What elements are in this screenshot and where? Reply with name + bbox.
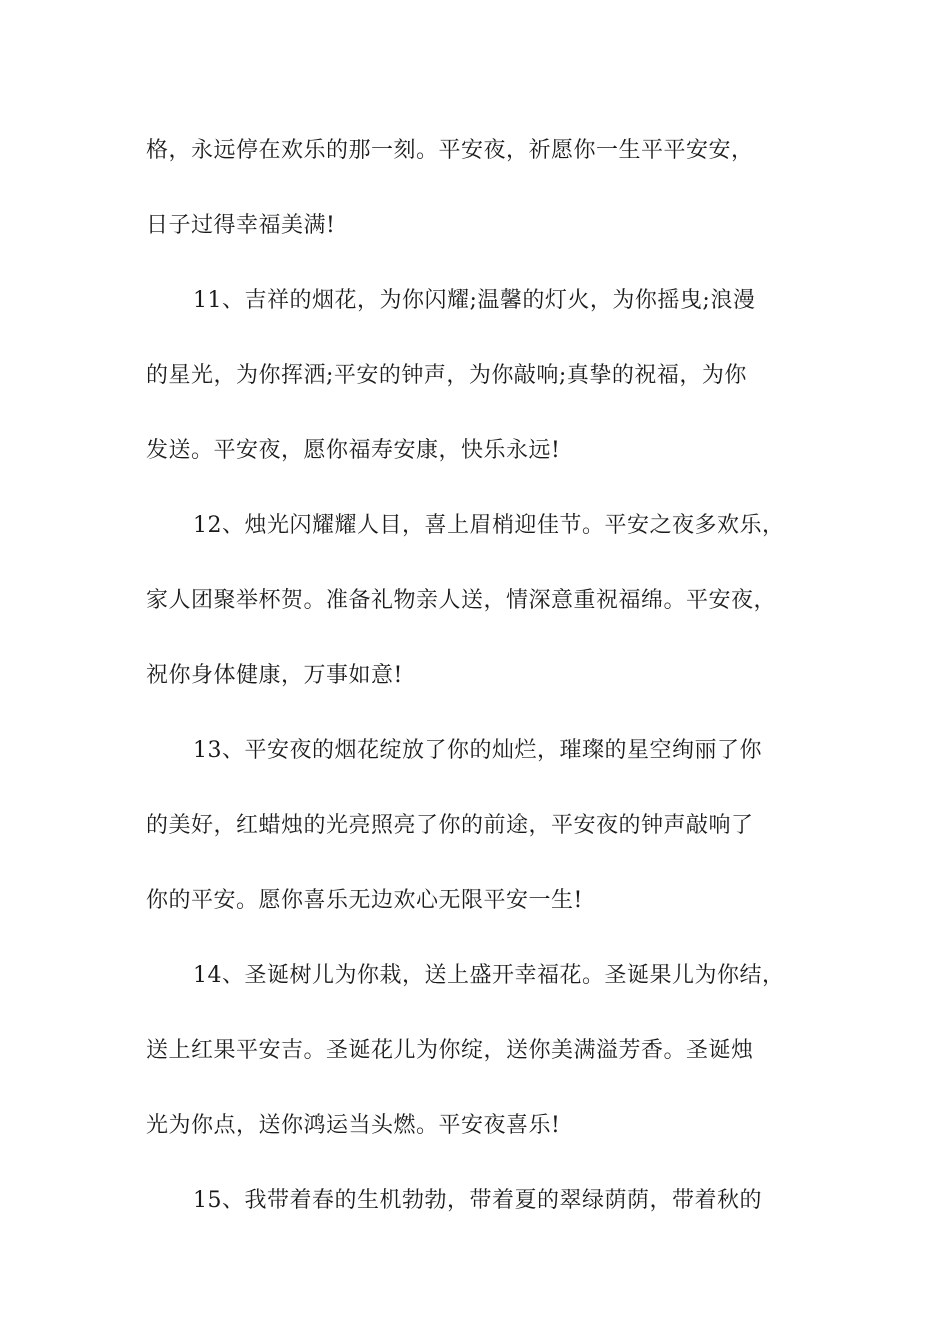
paragraph-14-line-1: 14、圣诞树儿为你栽，送上盛开幸福花。圣诞果儿为你结，	[193, 963, 785, 988]
paragraph-12-line-3: 祝你身体健康，万事如意!	[146, 663, 403, 688]
paragraph-11-line-2: 的星光，为你挥洒;平安的钟声，为你敲响;真挚的祝福，为你	[146, 363, 747, 388]
paragraph-11-line-1: 11、吉祥的烟花，为你闪耀;温馨的灯火，为你摇曳;浪漫	[193, 288, 756, 313]
paragraph-13-line-1: 13、平安夜的烟花绽放了你的灿烂，璀璨的星空绚丽了你	[193, 738, 762, 763]
paragraph-11-line-3: 发送。平安夜，愿你福寿安康，快乐永远!	[146, 438, 561, 463]
paragraph-14-line-2: 送上红果平安吉。圣诞花儿为你绽，送你美满溢芳香。圣诞烛	[146, 1038, 754, 1063]
text-line-1: 格，永远停在欢乐的那一刻。平安夜，祈愿你一生平平安安，	[146, 138, 754, 163]
paragraph-14-line-3: 光为你点，送你鸿运当头燃。平安夜喜乐!	[146, 1113, 561, 1138]
paragraph-12-line-2: 家人团聚举杯贺。准备礼物亲人送，情深意重祝福绵。平安夜，	[146, 588, 777, 613]
paragraph-12-line-1: 12、烛光闪耀耀人目，喜上眉梢迎佳节。平安之夜多欢乐，	[193, 513, 785, 538]
paragraph-13-line-2: 的美好，红蜡烛的光亮照亮了你的前途，平安夜的钟声敲响了	[146, 813, 754, 838]
paragraph-13-line-3: 你的平安。愿你喜乐无边欢心无限平安一生!	[146, 888, 583, 913]
text-line-2: 日子过得幸福美满!	[146, 213, 336, 238]
paragraph-15-line-1: 15、我带着春的生机勃勃，带着夏的翠绿荫荫，带着秋的	[193, 1188, 762, 1213]
